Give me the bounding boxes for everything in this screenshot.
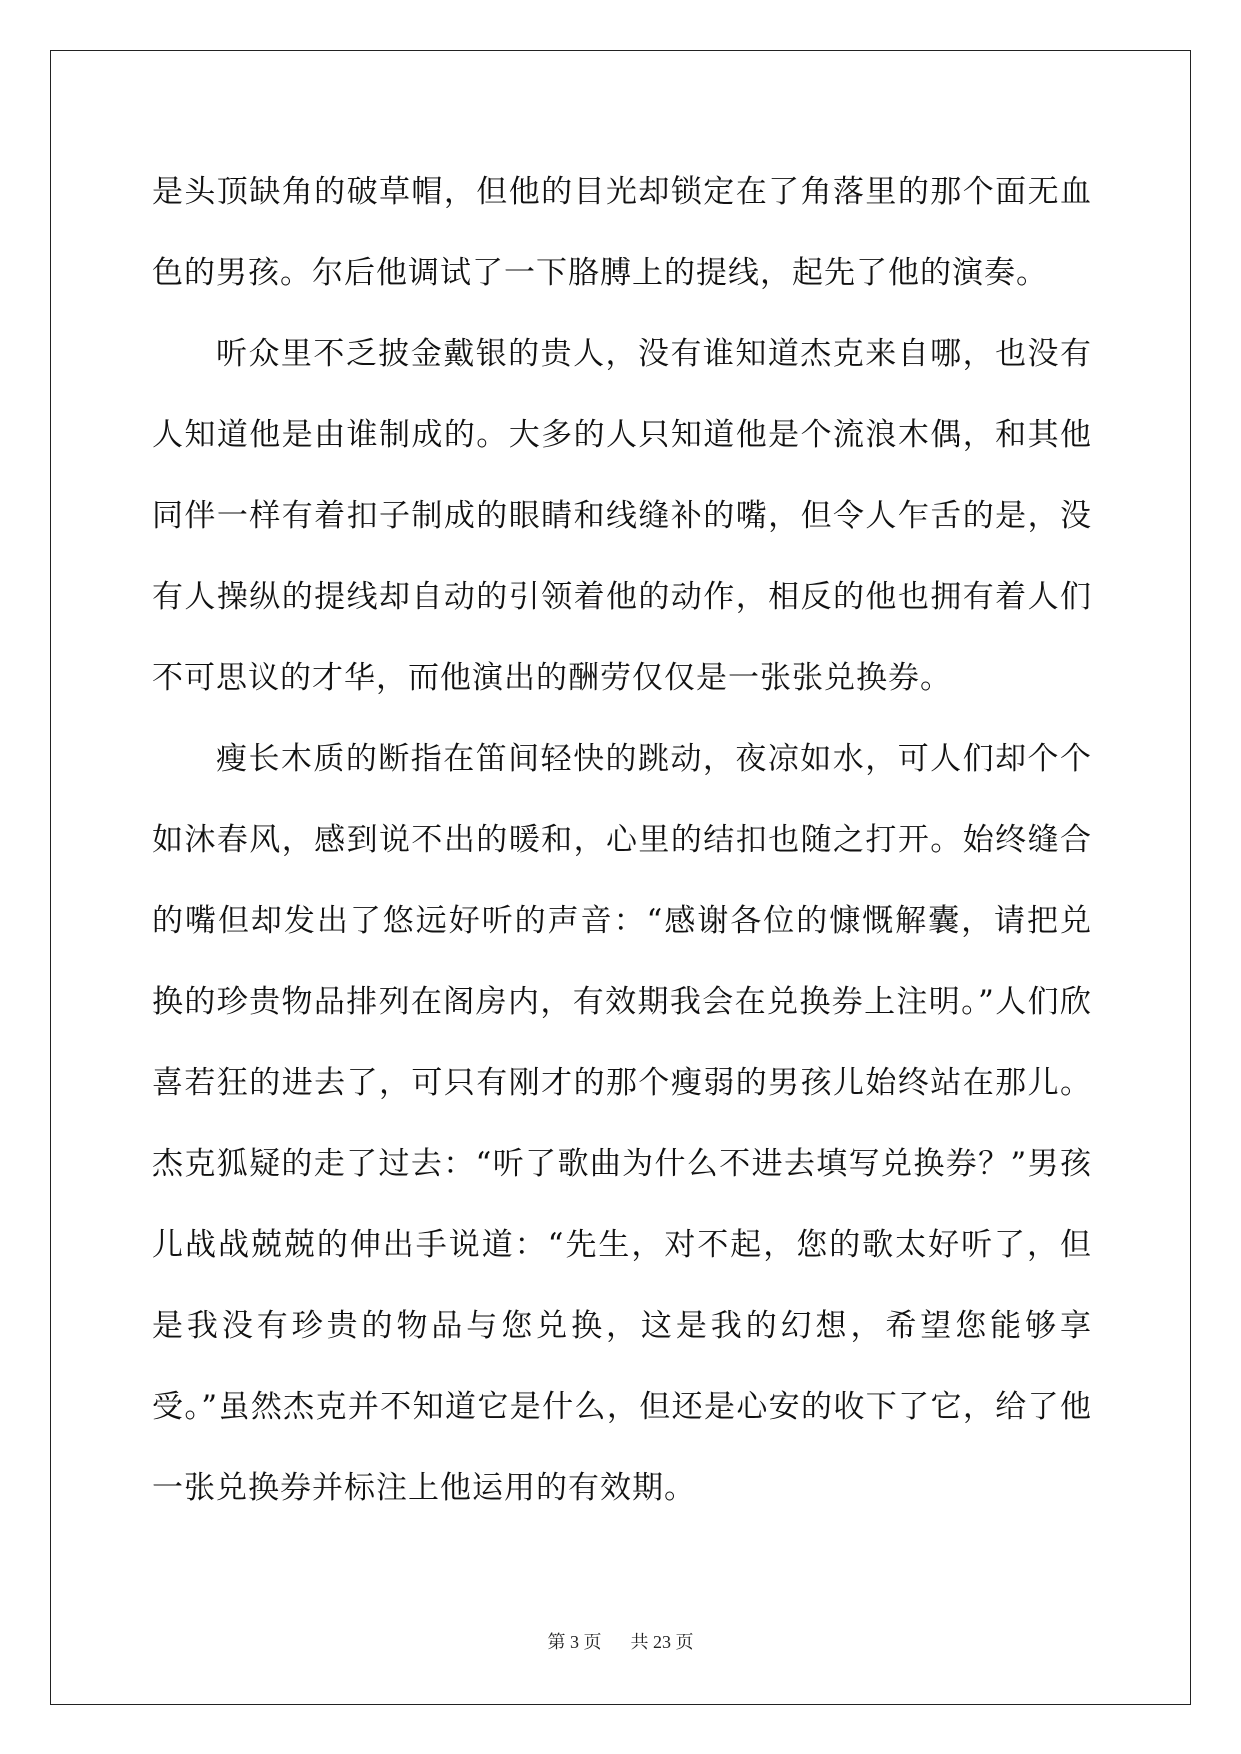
paragraph: 瘦长木质的断指在笛间轻快的跳动，夜凉如水，可人们却个个如沐春风，感到说不出的暖和，心里的结扣也随之打开。始终缝合的嘴但却发出了悠远好听的声音：“感谢各位的慷慨解囊，请把兑换的珍贵物品排列在阁房内，有效期我会在兑换券上注明。”人们欣喜若狂的进去了，可只有刚才的那个瘦弱的男孩儿始终站在那儿。杰克狐疑的走了过去：“听了歌曲为什么不进去填写兑换券？”男孩儿战战兢兢的伸出手说道：“先生，对不起，您的歌太好听了，但是我没有珍贵的物品与您兑换，这是我的幻想，希望您能够享受。”虽然杰克并不知道它是什么，但还是心安的收下了它，给了他一张兑换券并标注上他运用的有效期。 [152, 741, 1092, 1506]
page-number: 第 3 页 [547, 1632, 602, 1652]
page-total: 共 23 页 [630, 1632, 694, 1652]
page-footer [0, 1630, 1241, 1654]
document-body [152, 152, 1092, 1529]
paragraph: 是头顶缺角的破草帽，但他的目光却锁定在了角落里的那个面无血色的男孩。尔后他调试了一下胳膊上的提线，起先了他的演奏。 [152, 174, 1092, 291]
paragraph: 听众里不乏披金戴银的贵人，没有谁知道杰克来自哪，也没有人知道他是由谁制成的。大多的人只知道他是个流浪木偶，和其他同伴一样有着扣子制成的眼睛和线缝补的嘴，但令人乍舌的是，没有人操纵的提线却自动的引领着他的动作，相反的他也拥有着人们不可思议的才华，而他演出的酬劳仅仅是一张张兑换券。 [152, 336, 1092, 696]
